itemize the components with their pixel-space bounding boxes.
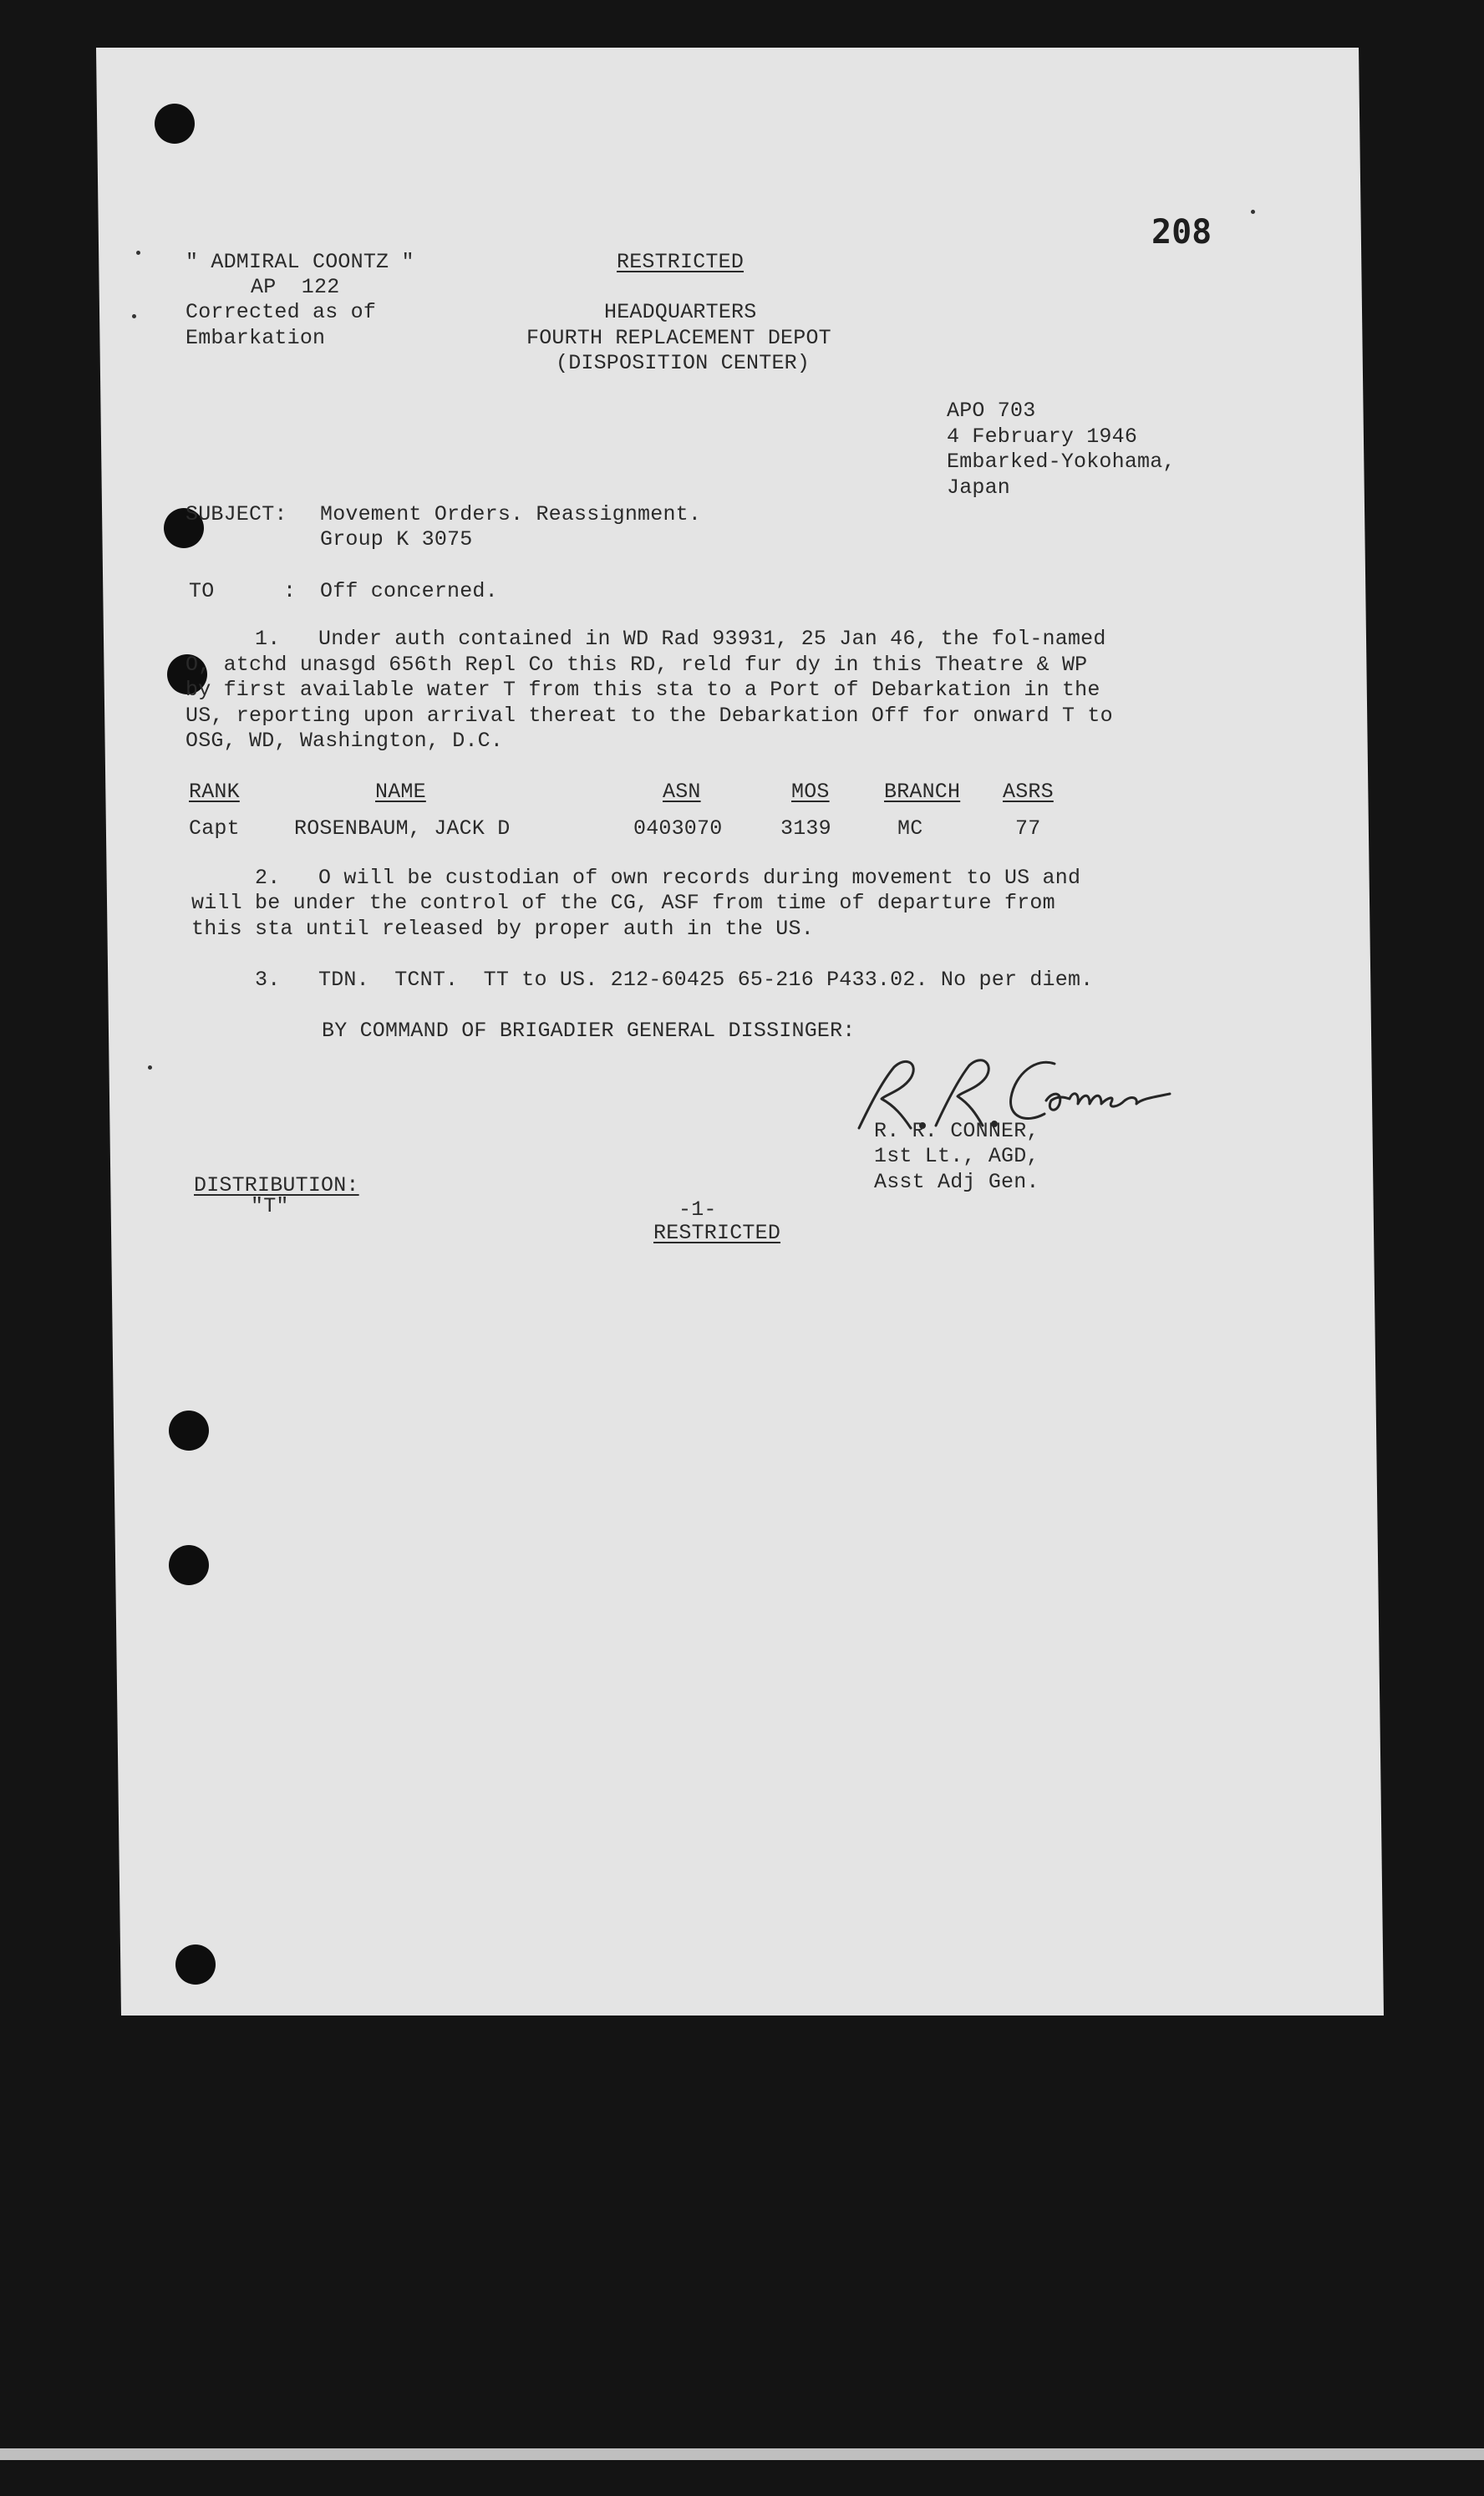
- distribution-label: DISTRIBUTION:: [194, 1173, 359, 1197]
- punch-hole-5: [169, 1545, 209, 1585]
- para2-line-2: will be under the control of the CG, ASF from time of departure from: [191, 891, 1055, 915]
- signer-rank: 1st Lt., AGD,: [874, 1144, 1039, 1168]
- table-cell-name: ROSENBAUM, JACK D: [294, 816, 511, 841]
- header-line-2: FOURTH REPLACEMENT DEPOT: [526, 326, 831, 350]
- subject-label: SUBJECT:: [186, 502, 287, 526]
- para1-line-3: by first available water T from this sta to a Port of Debarkation in the: [186, 678, 1100, 702]
- speck: [1251, 210, 1255, 214]
- para1-line-1: 1. Under auth contained in WD Rad 93931, 25 Jan 46, the fol-named: [255, 627, 1106, 651]
- table-cell-rank: Capt: [189, 816, 240, 841]
- ship-name: " ADMIRAL COONTZ ": [186, 250, 414, 274]
- punch-hole-6: [175, 1944, 216, 1985]
- table-header-rank: RANK: [189, 780, 240, 804]
- command-line: BY COMMAND OF BRIGADIER GENERAL DISSINGER:: [322, 1019, 856, 1043]
- footer-page-number: -1-: [678, 1197, 717, 1222]
- signer-title: Asst Adj Gen.: [874, 1170, 1039, 1194]
- header-line-3: (DISPOSITION CENTER): [556, 351, 811, 375]
- para3: 3. TDN. TCNT. TT to US. 212-60425 65-216 P433.02. No per diem.: [255, 968, 1094, 992]
- para1-line-4: US, reporting upon arrival thereat to the Debarkation Off for onward T to: [186, 704, 1113, 728]
- table-cell-asrs: 77: [1015, 816, 1041, 841]
- subject-line-1: Movement Orders. Reassignment.: [320, 502, 702, 526]
- scan-edge-strip: [0, 2448, 1484, 2460]
- header-line-1: HEADQUARTERS: [604, 300, 757, 324]
- classification-bottom: RESTRICTED: [653, 1221, 781, 1245]
- to-colon: :: [283, 579, 297, 603]
- corrected-line-1: Corrected as of: [186, 300, 377, 324]
- classification-top: RESTRICTED: [617, 250, 745, 274]
- speck: [148, 1065, 152, 1070]
- table-header-asrs: ASRS: [1003, 780, 1054, 804]
- ship-ap-number: AP 122: [251, 275, 340, 299]
- para1-line-2: O, atchd unasgd 656th Repl Co this RD, reld fur dy in this Theatre & WP: [186, 653, 1088, 677]
- speck: [136, 251, 140, 255]
- place-line-1: Embarked-Yokohama,: [947, 450, 1176, 474]
- table-header-mos: MOS: [791, 780, 830, 804]
- distribution-value: "T": [251, 1194, 289, 1218]
- table-cell-asn: 0403070: [633, 816, 723, 841]
- subject-line-2: Group K 3075: [320, 527, 473, 552]
- to-value: Off concerned.: [320, 579, 498, 603]
- table-header-branch: BRANCH: [884, 780, 961, 804]
- to-label: TO: [189, 579, 215, 603]
- corrected-line-2: Embarkation: [186, 326, 326, 350]
- speck: [132, 314, 136, 318]
- table-cell-branch: MC: [897, 816, 923, 841]
- apo-number: APO 703: [947, 399, 1036, 423]
- punch-hole-1: [155, 104, 195, 144]
- para2-line-3: this sta until released by proper auth in the US.: [191, 917, 814, 941]
- page-number: 208: [1151, 213, 1212, 252]
- table-header-name: NAME: [375, 780, 426, 804]
- document-date: 4 February 1946: [947, 424, 1138, 449]
- table-header-asn: ASN: [663, 780, 701, 804]
- table-cell-mos: 3139: [780, 816, 831, 841]
- para2-line-1: 2. O will be custodian of own records during movement to US and: [255, 866, 1081, 890]
- signer-name: R. R. CONNER,: [874, 1119, 1039, 1143]
- place-line-2: Japan: [947, 475, 1011, 500]
- punch-hole-4: [169, 1411, 209, 1451]
- para1-line-5: OSG, WD, Washington, D.C.: [186, 729, 504, 753]
